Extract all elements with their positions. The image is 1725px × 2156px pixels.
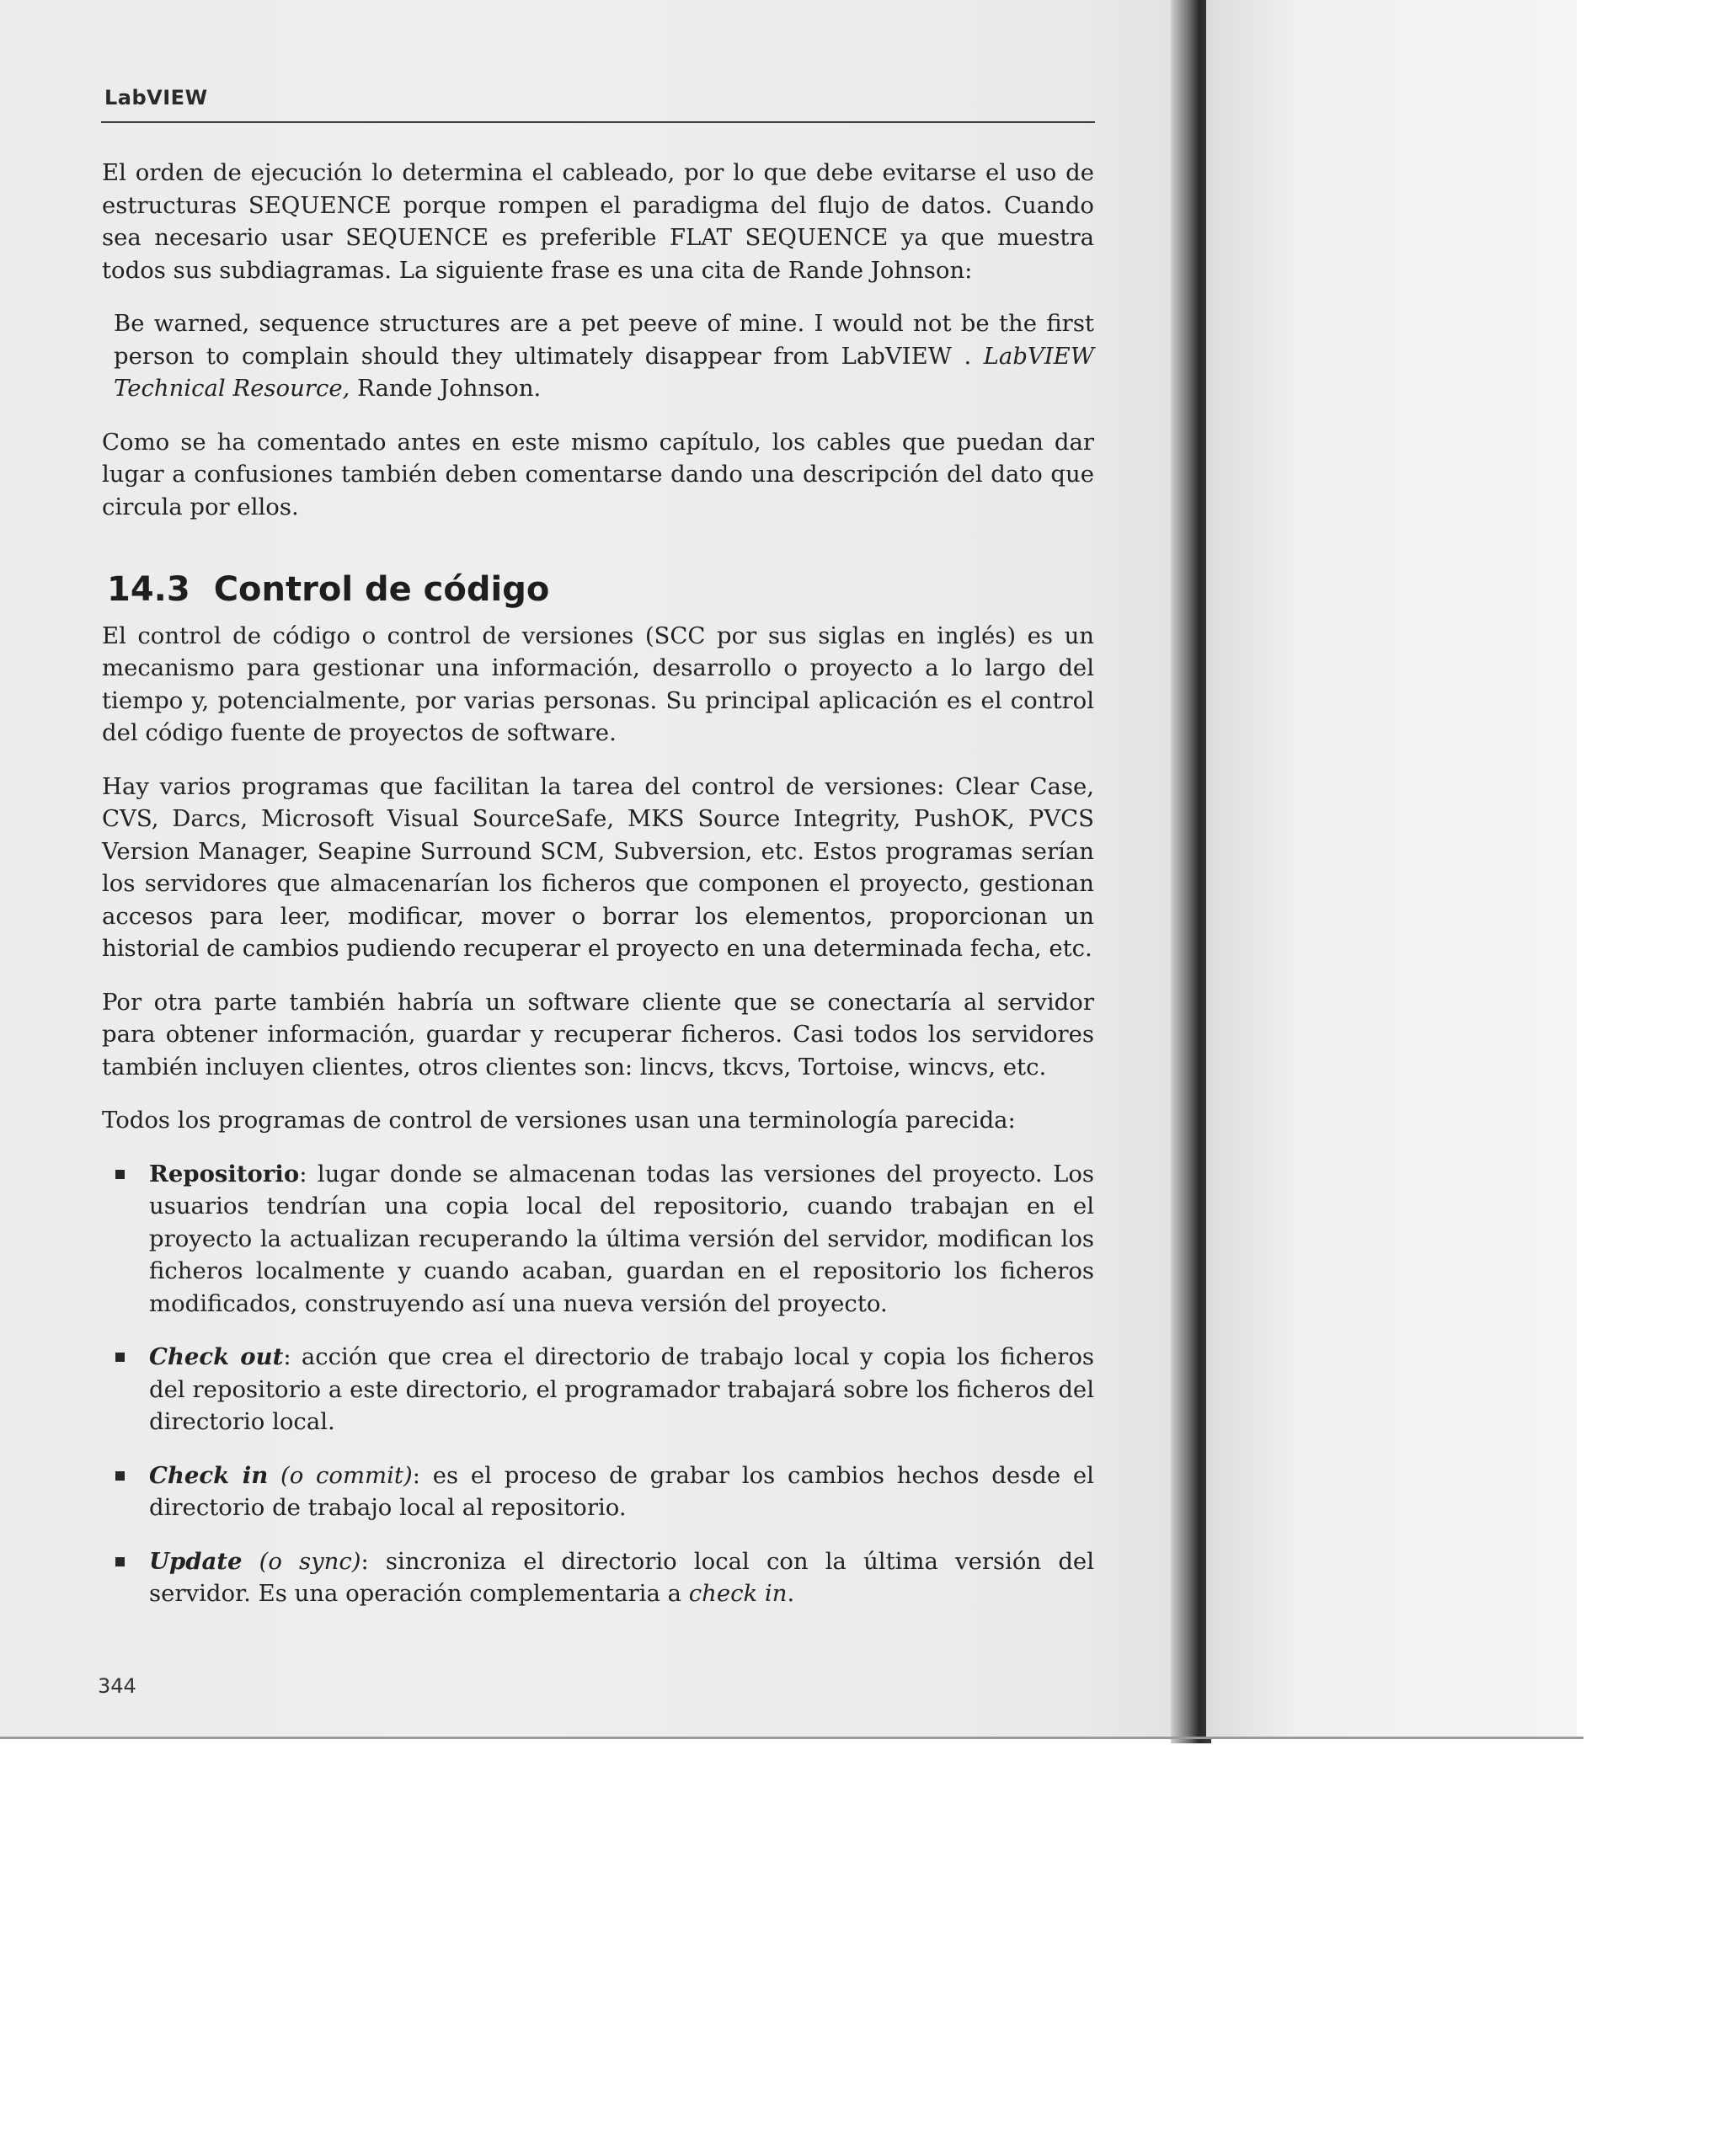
list-item	[102, 1341, 1094, 1438]
square-bullet-icon	[115, 1170, 125, 1179]
binding-shadow	[1171, 0, 1211, 1743]
running-head: LabVIEW	[104, 86, 208, 109]
section-number: 14.3	[107, 570, 190, 609]
paragraph: El orden de ejecución lo determina el cableado, por lo que debe evitarse el uso de estructuras SEQUENCE porque rompen el paradigma del flujo de datos. Cuando sea necesario usar SEQUENCE es preferible FLAT SEQUENCE ya que muestra todos sus subdiagramas. La siguiente frase es una cita de Rande Johnson:	[102, 159, 1094, 284]
quote-text: Be warned, sequence structures are a pet peeve of mine. I would not be the first person to complain should they ultimately disappear from LabVIEW .	[114, 310, 1094, 370]
term: Update	[149, 1547, 243, 1575]
term-definition: es el proceso de grabar los cambios hechos desde el directorio de trabajo local al repositorio.	[149, 1461, 1094, 1521]
term-alias: (o sync)	[242, 1547, 361, 1575]
page-bottom-edge	[0, 1737, 1583, 1739]
square-bullet-icon	[115, 1353, 125, 1362]
paragraph: El control de código o control de versiones (SCC por sus siglas en inglés) es un mecanismo para gestionar una información, desarrollo o proyecto a lo largo del tiempo y, potencialmente, por varias personas. Su principal aplicación es el control del código fuente de proyectos de software.	[102, 622, 1094, 746]
paragraph: Por otra parte también habría un software cliente que se conectaría al servidor para obtener información, guardar y recuperar ficheros. Casi todos los servidores también incluyen clientes, otros clientes son: lincvs, tkcvs, Tortoise, wincvs, etc.	[102, 988, 1094, 1081]
term-separator: :	[283, 1343, 291, 1370]
term-alias: (o commit)	[268, 1461, 413, 1489]
paragraph: Como se ha comentado antes en este mismo capítulo, los cables que puedan dar lugar a confusiones también deben comentarse dando una descripción del dato que circula por ellos.	[102, 428, 1094, 520]
terminology-list	[102, 1158, 1094, 1610]
term-definition: sincroniza el directorio local con la última versión del servidor. Es una operación complementaria a	[149, 1547, 1094, 1607]
page-body	[102, 157, 1094, 1631]
paragraph: Hay varios programas que facilitan la tarea del control de versiones: Clear Case, CVS, Darcs, Microsoft Visual SourceSafe, MKS Source Integrity, PushOK, PVCS Version Manager, Seapine Surround SCM, Subversion, etc. Estos programas serían los servidores que almacenarían los ficheros que componen el proyecto, gestionan accesos para leer, modificar, mover o borrar los elementos, proporcionan un historial de cambios pudiendo recuperar el proyecto en una determinada fecha, etc.	[102, 772, 1094, 962]
term-tail: .	[787, 1580, 795, 1607]
square-bullet-icon	[115, 1471, 125, 1481]
term-separator: :	[299, 1160, 307, 1187]
list-item	[102, 1460, 1094, 1524]
page-number: 344	[98, 1674, 136, 1698]
facing-page	[1206, 0, 1577, 1737]
block-quote	[114, 307, 1094, 405]
page-header	[101, 83, 1095, 123]
term: Repositorio	[149, 1160, 300, 1187]
section-heading	[107, 570, 1094, 609]
term-separator: :	[412, 1461, 420, 1489]
square-bullet-icon	[115, 1557, 125, 1566]
term-definition: acción que crea el directorio de trabajo local y copia los ficheros del repositorio a este directorio, el programador trabajará sobre los ficheros del directorio local.	[149, 1343, 1094, 1435]
term-separator: :	[360, 1547, 369, 1575]
section-title: Control de código	[213, 570, 550, 609]
term-definition: lugar donde se almacenan todas las versiones del proyecto. Los usuarios tendrían una copia local del repositorio, cuando trabajan en el proyecto la actualizan recuperando la última versión del servidor, modifican los ficheros localmente y cuando acaban, guardan en el repositorio los ficheros modificados, construyendo así una nueva versión del proyecto.	[149, 1160, 1094, 1317]
list-item	[102, 1158, 1094, 1321]
term: Check in	[149, 1461, 269, 1489]
term: Check out	[149, 1343, 284, 1370]
term-emphasis: check in	[688, 1580, 788, 1607]
paragraph: Todos los programas de control de versiones usan una terminología parecida:	[102, 1107, 1016, 1134]
list-item	[102, 1545, 1094, 1610]
quote-author: Rande Johnson.	[357, 375, 542, 402]
quote-source: LabVIEW Technical Resource,	[114, 342, 1094, 402]
